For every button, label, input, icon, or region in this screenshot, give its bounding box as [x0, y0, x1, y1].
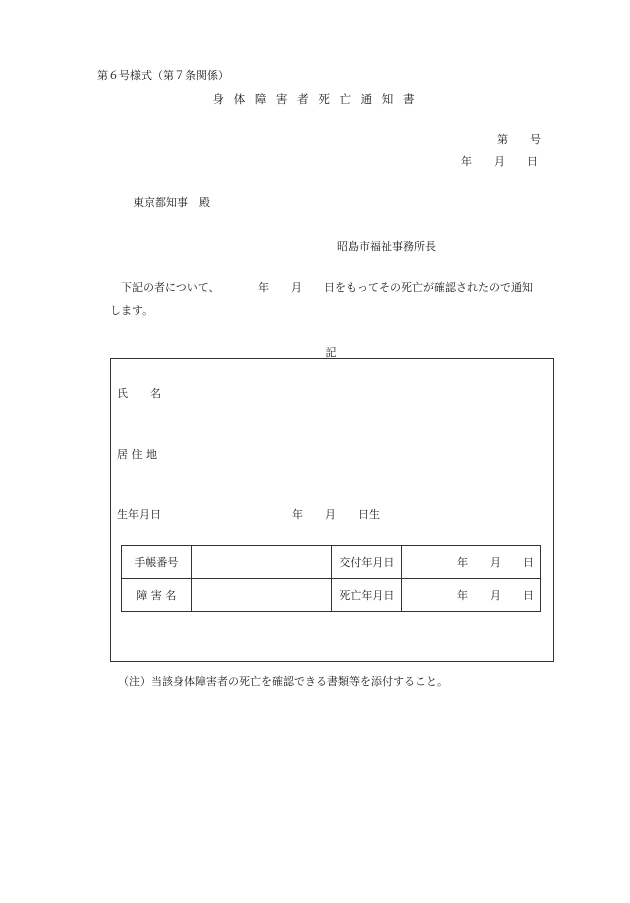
table-row	[122, 546, 541, 579]
body-text-line1: 下記の者について、 年 月 日をもってその死亡が確認されたので通知	[121, 281, 534, 294]
body-text-line2: します。	[110, 304, 154, 317]
document-title: 身 体 障 害 者 死 亡 通 知 書	[212, 92, 418, 106]
info-table	[121, 545, 541, 612]
issue-date-field[interactable]: 年 月 日	[402, 546, 541, 579]
disability-name-field[interactable]	[191, 579, 332, 612]
name-label: 氏 名	[117, 387, 161, 400]
details-frame	[110, 358, 554, 662]
notebook-number-field[interactable]	[191, 546, 332, 579]
death-date-field[interactable]: 年 月 日	[402, 579, 541, 612]
sender: 昭島市福祉事務所長	[337, 240, 436, 253]
birthdate-label: 生年月日	[117, 508, 161, 521]
footnote: （注）当該身体障害者の死亡を確認できる書類等を添付すること。	[118, 675, 448, 688]
death-date-label: 死亡年月日	[332, 579, 402, 612]
issue-date-label: 交付年月日	[332, 546, 402, 579]
document-date: 年 月 日	[461, 155, 538, 168]
document-number: 第 号	[497, 133, 541, 146]
form-number: 第６号様式（第７条関係）	[97, 69, 229, 82]
birthdate-value: 年 月 日生	[292, 508, 380, 521]
ki-heading: 記	[325, 346, 337, 359]
address-label: 居 住 地	[117, 448, 157, 461]
addressee: 東京都知事 殿	[133, 196, 210, 209]
disability-name-label: 障 害 名	[122, 579, 192, 612]
notebook-number-label: 手帳番号	[122, 546, 192, 579]
table-row	[122, 579, 541, 612]
